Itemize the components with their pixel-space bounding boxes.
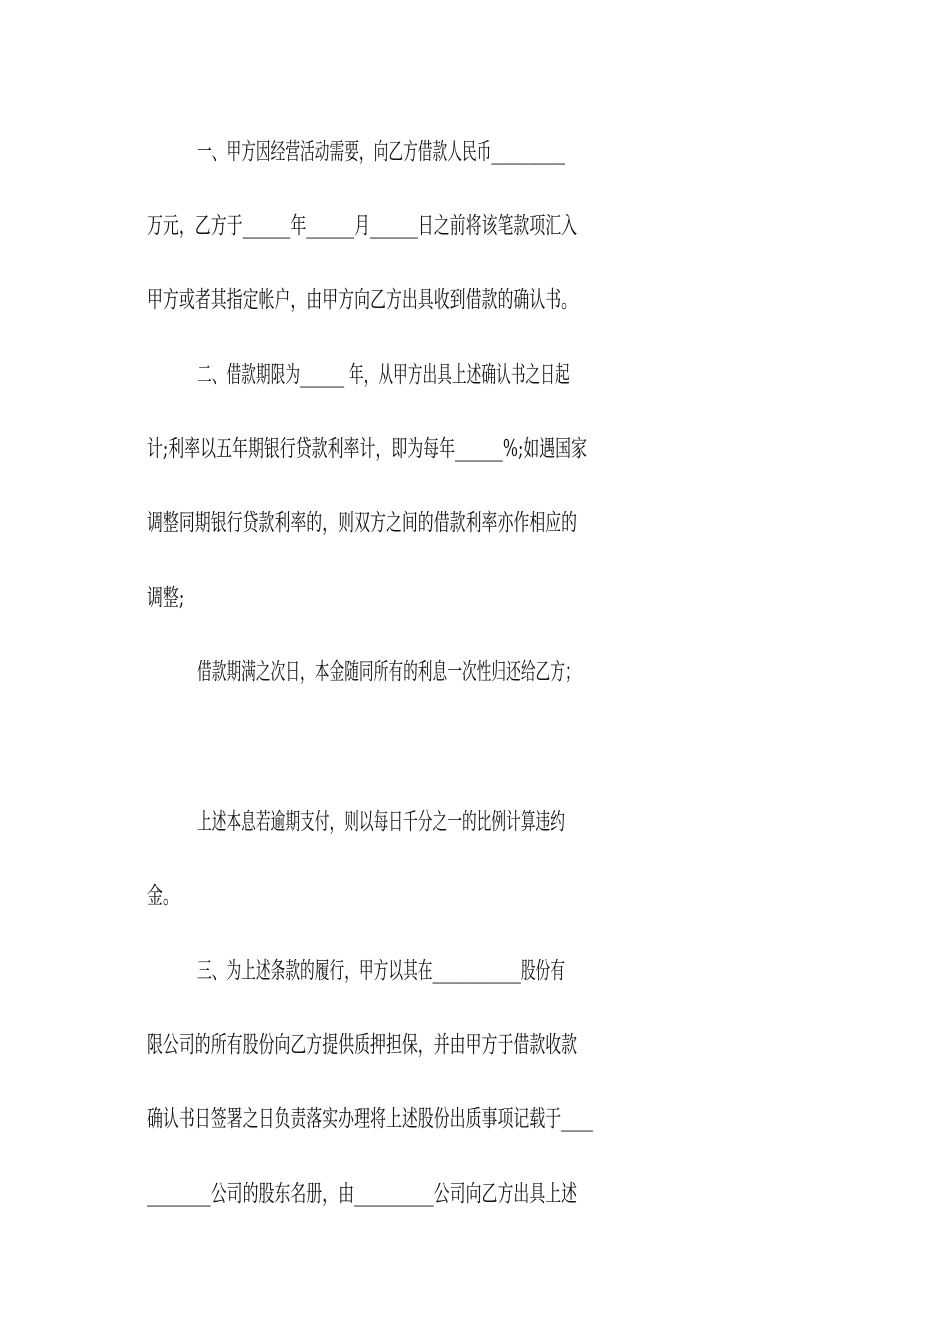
- paragraph-1-line-2: 万元，乙方于______年______月______日之前将该笔款项汇入: [147, 213, 578, 239]
- paragraph-1-line-3: 甲方或者其指定帐户，由甲方向乙方出具收到借款的确认书。: [147, 287, 578, 313]
- paragraph-2-line-3: 调整同期银行贷款利率的，则双方之间的借款利率亦作相应的: [147, 510, 578, 536]
- paragraph-5-line-4: ________公司的股东名册，由__________公司向乙方出具上述: [147, 1181, 578, 1207]
- paragraph-5-line-2: 限公司的所有股份向乙方提供质押担保，并由甲方于借款收款: [147, 1032, 578, 1058]
- paragraph-2-line-1: 二、借款期限为______ 年，从甲方出具上述确认书之日起: [197, 362, 570, 388]
- paragraph-5-line-3: 确认书日签署之日负责落实办理将上述股份出质事项记载于____: [147, 1106, 594, 1132]
- paragraph-1-line-1: 一、甲方因经营活动需要，向乙方借款人民币__________: [197, 139, 565, 165]
- paragraph-4-line-2: 金。: [147, 883, 179, 909]
- paragraph-5-line-1: 三、为上述条款的履行，甲方以其在____________股份有: [197, 958, 565, 984]
- paragraph-3-line-1: 借款期满之次日，本金随同所有的利息一次性归还给乙方；: [197, 659, 580, 685]
- paragraph-2-line-2: 计;利率以五年期银行贷款利率计，即为每年______%;如遇国家: [147, 436, 588, 462]
- paragraph-2-line-4: 调整;: [147, 585, 185, 611]
- paragraph-4-line-1: 上述本息若逾期支付，则以每日千分之一的比例计算违约: [197, 809, 565, 835]
